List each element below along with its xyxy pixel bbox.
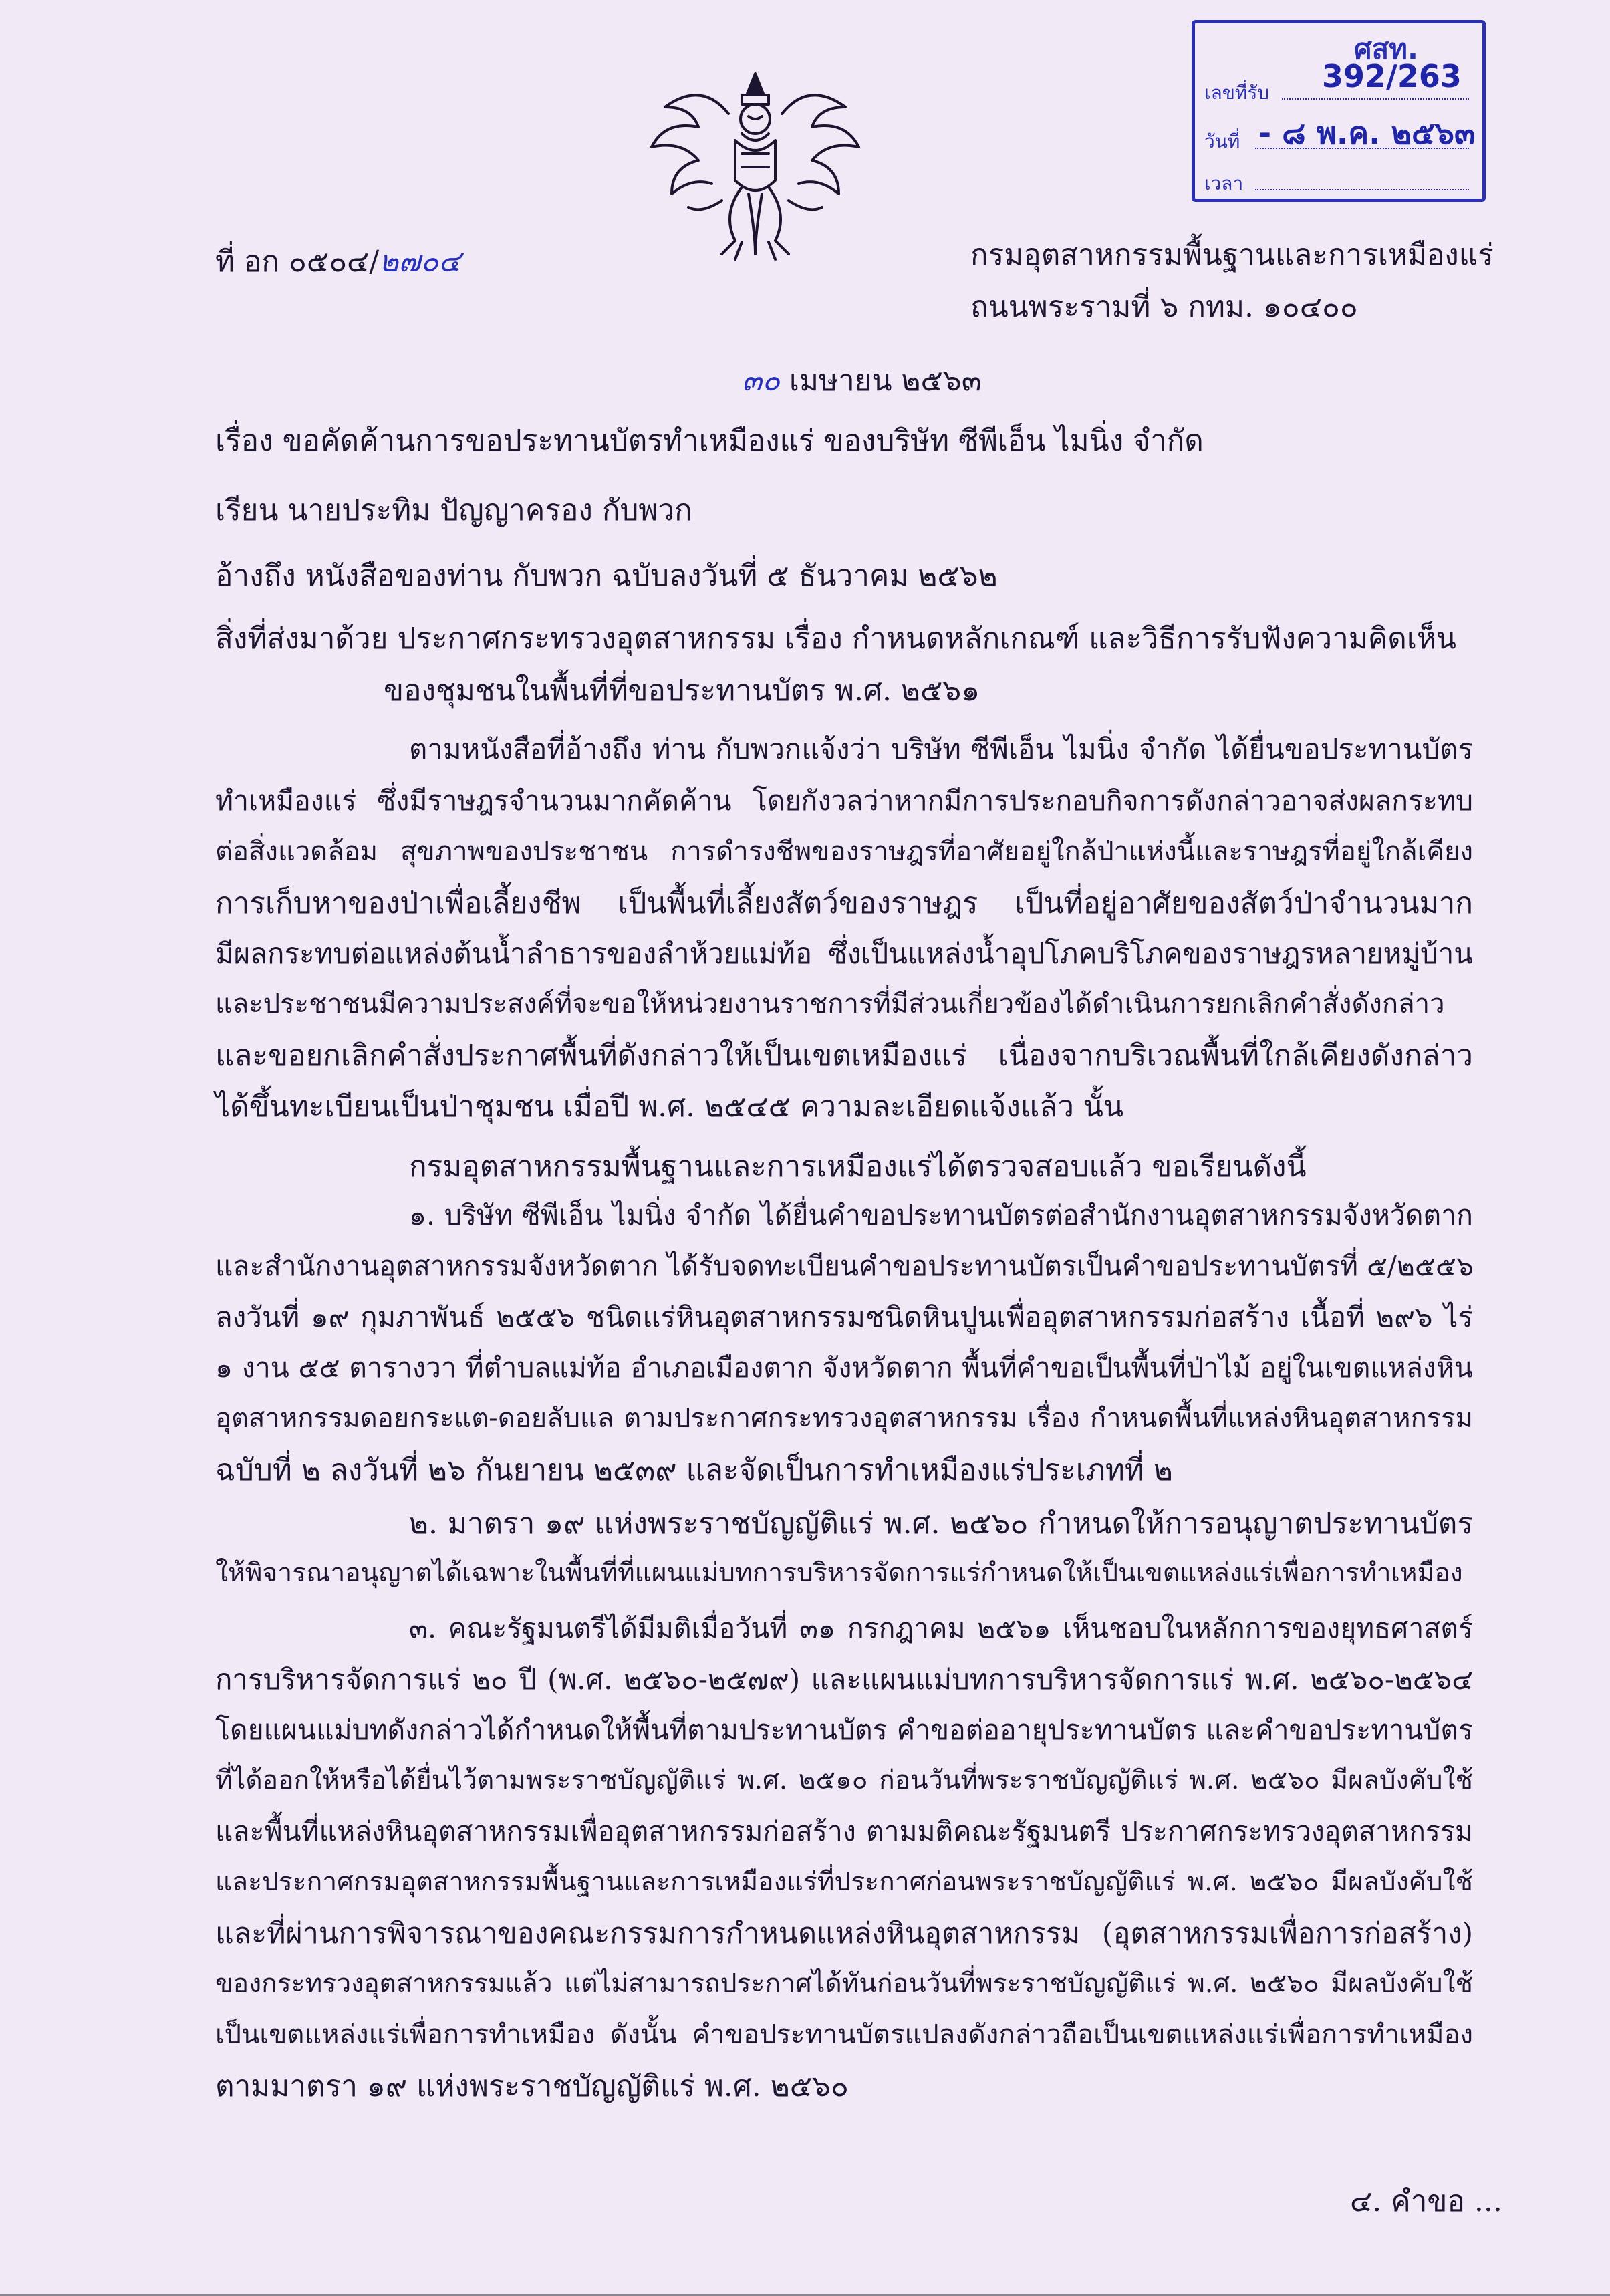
stamp-date-label: วันที่ [1204, 130, 1240, 152]
item-3-line: การบริหารจัดการแร่ ๒๐ ปี (พ.ศ. ๒๕๖๐-๒๕๗๙) และแผนแม่บทการบริหารจัดการแร่ พ.ศ. ๒๕๖๐-๒๕๖๔ [215, 1663, 1473, 1696]
item-3-line: ตามมาตรา ๑๙ แห่งพระราชบัญญัติแร่ พ.ศ. ๒๕๖๐ [215, 2069, 849, 2103]
subject-line: เรื่อง ขอคัดค้านการขอประทานบัตรทำเหมืองแร่ ของบริษัท ซีพีเอ็น ไมนิ่ง จำกัด [215, 424, 1204, 458]
item-2-line: ๒. มาตรา ๑๙ แห่งพระราชบัญญัติแร่ พ.ศ. ๒๕๖๐ กำหนดให้การอนุญาตประทานบัตร [409, 1507, 1473, 1541]
item-3-line: และประกาศกรมอุตสาหกรรมพื้นฐานและการเหมืองแร่ที่ประกาศก่อนพระราชบัญญัติแร่ พ.ศ. ๒๕๖๐ มีผลบังคับใช้ [215, 1867, 1473, 1897]
item-1-line: ลงวันที่ ๑๙ กุมภาพันธ์ ๒๕๕๖ ชนิดแร่หินอุตสาหกรรมชนิดหินปูนเพื่ออุตสาหกรรมก่อสร้าง เนื้อที่ ๒๙๖ ไร่ [215, 1301, 1473, 1333]
item-1-line: ๑. บริษัท ซีพีเอ็น ไมนิ่ง จำกัด ได้ยื่นคำขอประทานบัตรต่อสำนักงานอุตสาหกรรมจังหวัดตาก [409, 1199, 1473, 1231]
reference-number [215, 247, 460, 277]
item-3-line: ที่ได้ออกให้หรือได้ยื่นไว้ตามพระราชบัญญัติแร่ พ.ศ. ๒๕๑๐ ก่อนวันที่พระราชบัญญัติแร่ พ.ศ. ๒๕๖๐ มีผลบังคับใช้ [215, 1765, 1473, 1795]
sender-name: กรมอุตสาหกรรมพื้นฐานและการเหมืองแร่ [970, 238, 1494, 272]
paragraph-1-line: ได้ขึ้นทะเบียนเป็นป่าชุมชน เมื่อปี พ.ศ. ๒๕๔๕ ความละเอียดแจ้งแล้ว นั้น [215, 1090, 1124, 1124]
stamp-time-underline [1255, 189, 1469, 190]
item-1-line: ๑ งาน ๕๕ ตารางวา ที่ตำบลแม่ท้อ อำเภอเมืองตาก จังหวัดตาก พื้นที่คำขอเป็นพื้นที่ป่าไม้ อยู่ในเขตแหล่งหิน [215, 1352, 1473, 1384]
item-1-line: และสำนักงานอุตสาหกรรมจังหวัดตาก ได้รับจดทะเบียนคำขอประทานบัตรเป็นคำขอประทานบัตรที่ ๕/๒๕๕๖ [215, 1250, 1474, 1282]
recipient-line: เรียน นายประทิม ปัญญาครอง กับพวก [215, 493, 692, 527]
item-3-line: โดยแผนแม่บทดังกล่าวได้กำหนดให้พื้นที่ตามประทานบัตร คำขอต่ออายุประทานบัตร และคำขอประทานบัตร [215, 1714, 1473, 1746]
item-1-line: อุตสาหกรรมดอยกระแต-ดอยลับแล ตามประกาศกระทรวงอุตสาหกรรม เรื่อง กำหนดพื้นที่แหล่งหินอุตสาหกรรม [215, 1403, 1473, 1434]
paragraph-1-line: ทำเหมืองแร่ ซึ่งมีราษฎรจำนวนมากคัดค้าน โดยกังวลว่าหากมีการประกอบกิจการดังกล่าวอาจส่งผลกระทบ [215, 785, 1473, 817]
garuda-emblem-icon [642, 67, 869, 267]
item-1-line: ฉบับที่ ๒ ลงวันที่ ๒๖ กันยายน ๒๕๓๙ และจัดเป็นการทำเหมืองแร่ประเภทที่ ๒ [215, 1453, 1173, 1487]
paragraph-1-line: ต่อสิ่งแวดล้อม สุขภาพของประชาชน การดำรงชีพของราษฎรที่อาศัยอยู่ใกล้ป่าแห่งนี้และราษฎรที่อยู่ใกล้เคียง [215, 836, 1473, 867]
enclosure-line-cont: ของชุมชนในพื้นที่ที่ขอประทานบัตร พ.ศ. ๒๕๖๑ [384, 674, 980, 708]
stamp-receive-no: 392/263 [1322, 58, 1462, 94]
stamp-receive-underline [1282, 98, 1469, 100]
letter-date-day: ๓๐ [742, 364, 780, 398]
paragraph-1-line: และประชาชนมีความประสงค์ที่จะขอให้หน่วยงานราชการที่มีส่วนเกี่ยวข้องได้ดำเนินการยกเลิกคำสั่งดังกล่าว [215, 989, 1445, 1019]
reference-handwritten-number: ๒๗๐๔ [379, 245, 461, 279]
continued-marker: ๔. คำขอ ... [1350, 2184, 1502, 2218]
item-3-line: และพื้นที่แหล่งหินอุตสาหกรรมเพื่ออุตสาหกรรมก่อสร้าง ตามมติคณะรัฐมนตรี ประกาศกระทรวงอุตสาหกรรม [215, 1815, 1473, 1847]
item-3-line: ของกระทรวงอุตสาหกรรมแล้ว แต่ไม่สามารถประกาศได้ทันก่อนวันที่พระราชบัญญัติแร่ พ.ศ. ๒๕๖๐ มีผลบังคับใช้ [215, 1968, 1473, 1999]
stamp-time-label: เวลา [1204, 172, 1244, 195]
paragraph-2: กรมอุตสาหกรรมพื้นฐานและการเหมืองแร่ได้ตรวจสอบแล้ว ขอเรียนดังนี้ [409, 1150, 1307, 1184]
stamp-org: ศสท. [1354, 33, 1418, 66]
enclosure-line: สิ่งที่ส่งมาด้วย ประกาศกระทรวงอุตสาหกรรม เรื่อง กำหนดหลักเกณฑ์ และวิธีการรับฟังความคิดเห็น [215, 622, 1456, 656]
stamp-date-value: - ๘ พ.ค. ๒๕๖๓ [1258, 115, 1476, 151]
reference-prefix: ที่ อก ๐๕๐๔/ [215, 245, 380, 279]
item-3-line: เป็นเขตแหล่งแร่เพื่อการทำเหมือง ดังนั้น คำขอประทานบัตรแปลงดังกล่าวถือเป็นเขตแหล่งแร่เพื่อการทำเหมือง [215, 2019, 1473, 2050]
paragraph-1-line: มีผลกระทบต่อแหล่งต้นน้ำลำธารของลำห้วยแม่ท้อ ซึ่งเป็นแหล่งน้ำอุปโภคบริโภคของราษฎรหลายหมู่บ้าน [215, 937, 1473, 970]
item-3-line: และที่ผ่านการพิจารณาของคณะกรรมการกำหนดแหล่งหินอุตสาหกรรม (อุตสาหกรรมเพื่อการก่อสร้าง) [215, 1917, 1473, 1950]
paragraph-1-line: และขอยกเลิกคำสั่งประกาศพื้นที่ดังกล่าวให้เป็นเขตเหมืองแร่ เนื่องจากบริเวณพื้นที่ใกล้เคียงดังกล่าว [215, 1039, 1473, 1073]
paragraph-1-line: การเก็บหาของป่าเพื่อเลี้ยงชีพ เป็นพื้นที่เลี้ยงสัตว์ของราษฎร เป็นที่อยู่อาศัยของสัตว์ป่าจำนวนมาก [215, 886, 1473, 920]
stamp-receive-label: เลขที่รับ [1204, 82, 1270, 104]
item-3-line: ๓. คณะรัฐมนตรีได้มีมติเมื่อวันที่ ๓๑ กรกฎาคม ๒๕๖๑ เห็นชอบในหลักการของยุทธศาสตร์ [409, 1612, 1473, 1644]
item-2-line: ให้พิจารณาอนุญาตได้เฉพาะในพื้นที่ที่แผนแม่บทการบริหารจัดการแร่กำหนดให้เป็นเขตแหล่งแร่เพื่อการทำเหมือง [215, 1558, 1463, 1588]
letter-date [742, 366, 982, 396]
letter-date-month-year: เมษายน ๒๕๖๓ [779, 364, 982, 398]
receive-stamp [1192, 20, 1486, 202]
reference-line: อ้างถึง หนังสือของท่าน กับพวก ฉบับลงวันที่ ๕ ธันวาคม ๒๕๖๒ [215, 559, 998, 593]
paragraph-1-line: ตามหนังสือที่อ้างถึง ท่าน กับพวกแจ้งว่า บริษัท ซีพีเอ็น ไมนิ่ง จำกัด ได้ยื่นขอประทานบัตร [409, 733, 1473, 765]
sender-address: ถนนพระรามที่ ๖ กทม. ๑๐๔๐๐ [970, 290, 1358, 324]
